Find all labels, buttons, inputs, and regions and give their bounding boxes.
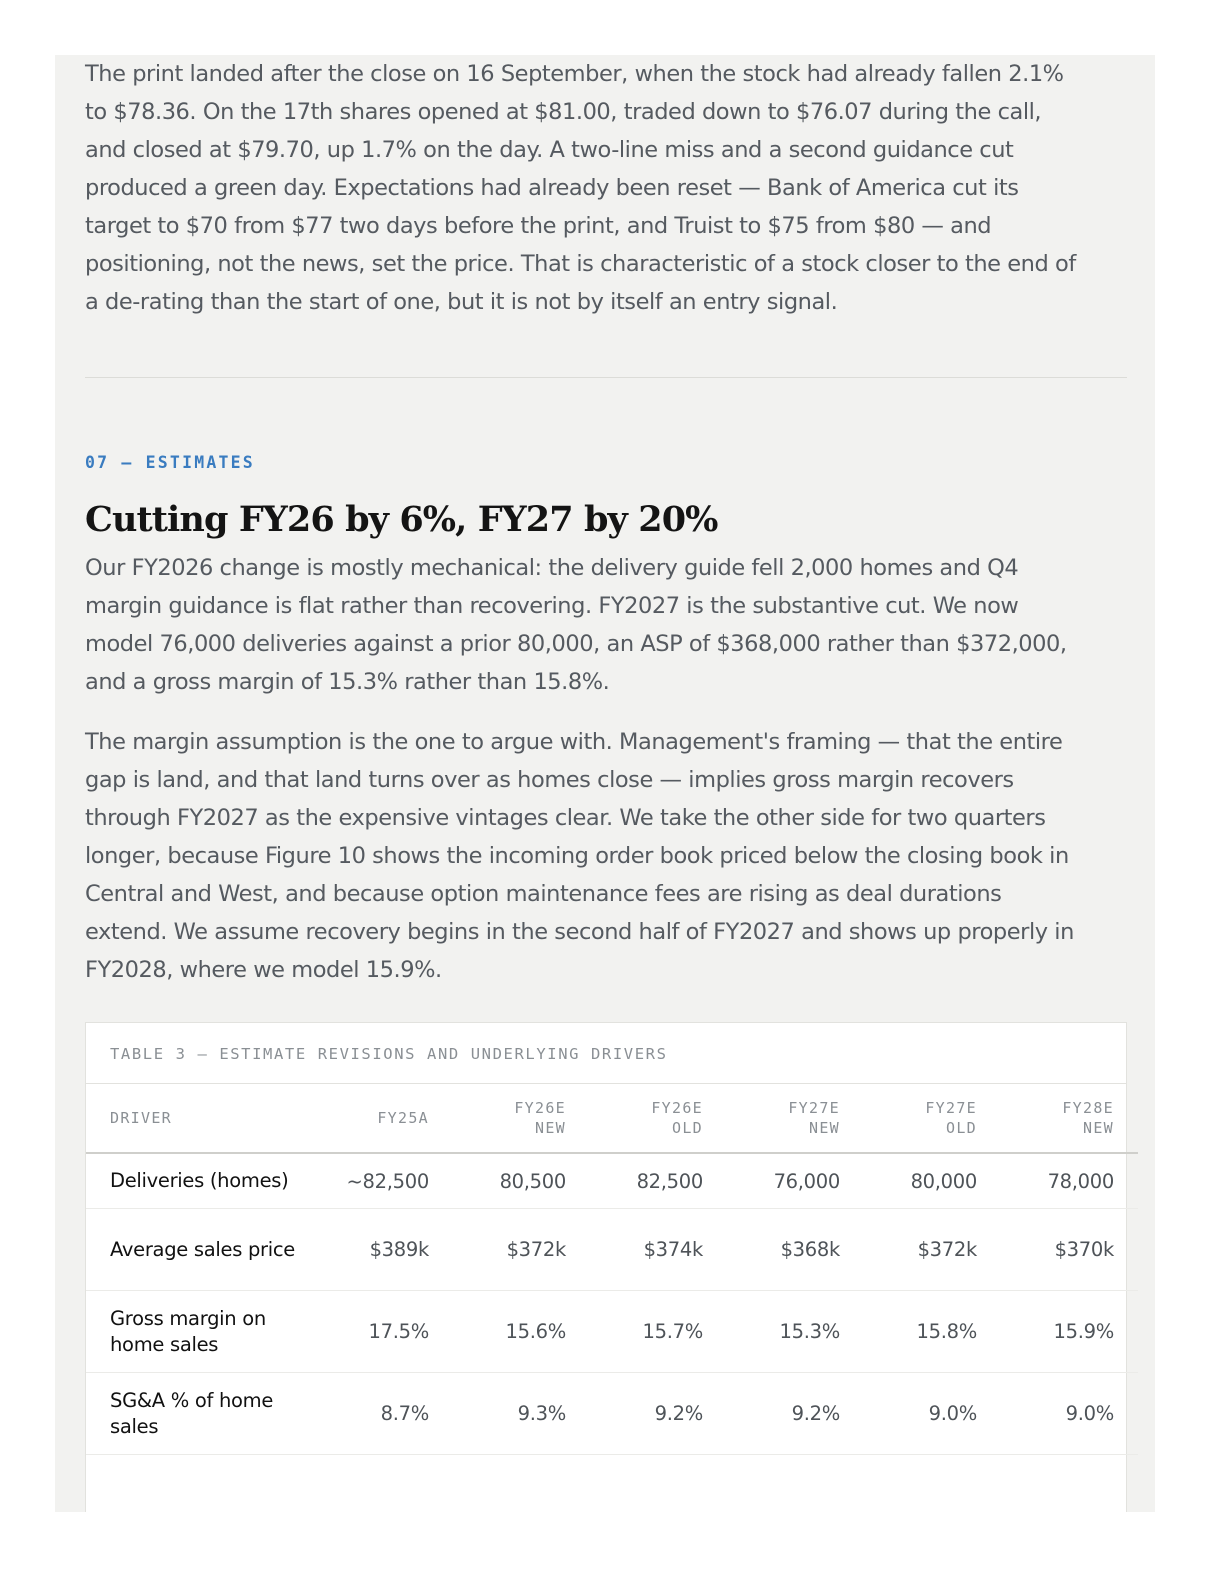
- table-cell: 80,500: [453, 1153, 590, 1209]
- row-driver-label: Gross margin on home sales: [86, 1291, 316, 1373]
- section-label: 07 — ESTIMATES: [85, 453, 255, 472]
- table-cell: 15.6%: [453, 1291, 590, 1373]
- table-caption: TABLE 3 — ESTIMATE REVISIONS AND UNDERLYING DRIVERS: [110, 1045, 668, 1063]
- table-cell: 15.9%: [1001, 1291, 1138, 1373]
- table-cell: $374k: [590, 1209, 727, 1291]
- estimates-table: [86, 1084, 1138, 1455]
- header-fy27e-new: FY27E NEW: [727, 1084, 864, 1153]
- header-fy27e-old: FY27E OLD: [864, 1084, 1001, 1153]
- row-driver-label: Deliveries (homes): [86, 1153, 316, 1209]
- report-page: [55, 55, 1155, 1512]
- table-cell: $370k: [1001, 1209, 1138, 1291]
- table-row: [86, 1373, 1138, 1455]
- estimates-table-card: [85, 1022, 1127, 1512]
- intro-paragraph: The print landed after the close on 16 September, when the stock had already fallen 2.1% to $78.36. On the 17th shares opened at $81.00, traded down to $76.07 during the call, and closed at $79.70, up 1.7% on the day. A two-line miss and a second guidance cut produced a green day. Expectations had already been reset — Bank of America cut its target to $70 from $77 two days before the print, and Truist to $75 from $80 — and positioning, not the news, set the price. That is characteristic of a stock closer to the end of a de-rating than the start of one, but it is not by itself an entry signal.: [85, 61, 1076, 315]
- header-fy25a: FY25A: [316, 1084, 453, 1153]
- table-cell: 15.7%: [590, 1291, 727, 1373]
- table-cell: ~82,500: [316, 1153, 453, 1209]
- row-driver-label: SG&A % of home sales: [86, 1373, 316, 1455]
- estimates-paragraph-1: Our FY2026 change is mostly mechanical: the delivery guide fell 2,000 homes and Q4 margin guidance is flat rather than recovering. FY2027 is the substantive cut. We now model 76,000 deliveries against a prior 80,000, an ASP of $368,000 rather than $372,000, and a gross margin of 15.3% rather than 15.8%.: [85, 555, 1067, 695]
- table-row: [86, 1209, 1138, 1291]
- table-cell: 9.3%: [453, 1373, 590, 1455]
- table-cell: 9.0%: [1001, 1373, 1138, 1455]
- table-cell: $368k: [727, 1209, 864, 1291]
- row-driver-label: Average sales price: [86, 1209, 316, 1291]
- header-fy26e-old: FY26E OLD: [590, 1084, 727, 1153]
- header-fy26e-new: FY26E NEW: [453, 1084, 590, 1153]
- header-driver: DRIVER: [86, 1084, 316, 1153]
- table-cell: 15.8%: [864, 1291, 1001, 1373]
- table-row: [86, 1153, 1138, 1209]
- section-divider: [85, 377, 1127, 378]
- estimates-paragraph-2: The margin assumption is the one to argue with. Management's framing — that the entire gap is land, and that land turns over as homes close — implies gross margin recovers through FY2027 as the expensive vintages clear. We take the other side for two quarters longer, because Figure 10 shows the incoming order book priced below the closing book in Central and West, and because option maintenance fees are rising as deal durations extend. We assume recovery begins in the second half of FY2027 and shows up properly in FY2028, where we model 15.9%.: [85, 729, 1074, 983]
- table-cell: 9.2%: [590, 1373, 727, 1455]
- table-row: [86, 1291, 1138, 1373]
- table-cell: $372k: [864, 1209, 1001, 1291]
- table-cell: 76,000: [727, 1153, 864, 1209]
- table-cell: 80,000: [864, 1153, 1001, 1209]
- section-title: Cutting FY26 by 6%, FY27 by 20%: [85, 499, 718, 540]
- table-cell: $372k: [453, 1209, 590, 1291]
- table-cell: 17.5%: [316, 1291, 453, 1373]
- table-cell: 78,000: [1001, 1153, 1138, 1209]
- table-cell: 8.7%: [316, 1373, 453, 1455]
- header-fy28e-new: FY28E NEW: [1001, 1084, 1138, 1153]
- table-cell: 15.3%: [727, 1291, 864, 1373]
- table-cell: 9.0%: [864, 1373, 1001, 1455]
- table-cell: 9.2%: [727, 1373, 864, 1455]
- table-cell: 82,500: [590, 1153, 727, 1209]
- table-header-row: [86, 1084, 1138, 1153]
- table-cell: $389k: [316, 1209, 453, 1291]
